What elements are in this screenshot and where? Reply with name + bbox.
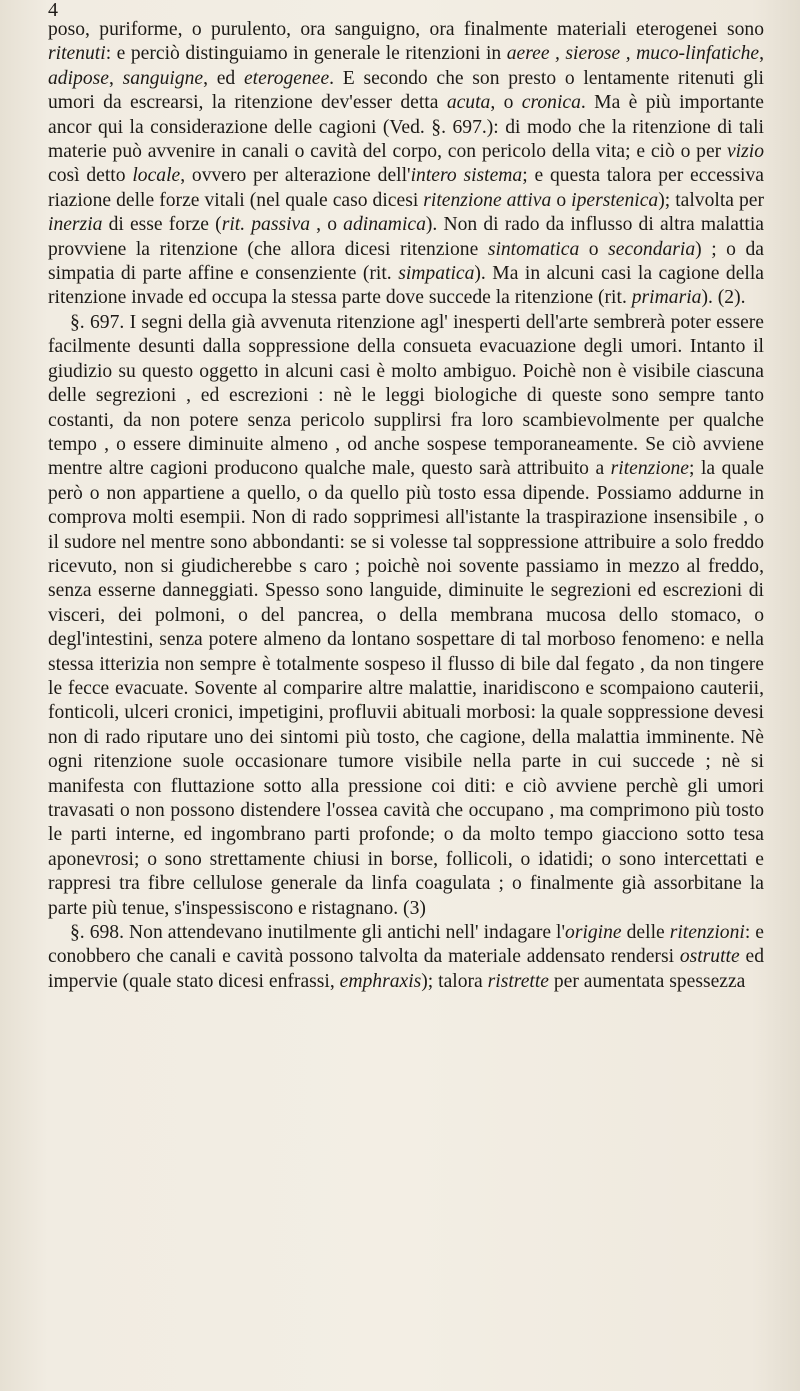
text-run: ed impervie (quale stato dicesi enfrassi, [48,946,764,992]
italic-term: rit. passiva [221,214,311,236]
italic-term: ritenzione [610,458,690,480]
page-number: 4 [48,0,58,21]
paragraph-p3 [48,921,764,994]
italic-term: sanguigne [122,67,204,89]
text-run: , [759,43,764,65]
text-run: . E secondo che son presto o lentamente ritenuti gli umori da escrearsi, la ritenzione dev'esser detta [48,67,764,114]
paragraph-p1 [48,18,764,311]
text-run: o [551,189,572,211]
italic-term: emphraxis [339,970,422,992]
text-run: , [108,67,123,89]
text-run: , ovvero per alterazione dell' [180,165,411,187]
italic-term: sintomatica [487,238,580,260]
text-run: ). Non di rado da influsso di altra malattia provviene la ritenzione (che allora dicesi ritenzione [48,214,764,260]
italic-term: primaria [631,287,702,309]
body-text [48,18,764,994]
italic-term: acuta [446,92,491,114]
text-run: , o [310,214,344,236]
italic-term: iperstenica [571,189,659,211]
italic-term: ostrutte [679,946,740,968]
text-run: §. 697. I segni della già avvenuta ritenzione agl' inesperti dell'arte sembrerà poter essere facilmente desunti dalla soppressione della consueta evacuazione degli umori. Intanto il giudizio su questo oggetto in alcuni casi è molto ambiguo. Poichè non è visibile ciascuna delle segrezioni , ed escrezioni : nè le leggi biologiche di queste sono sempre tanto costanti, da non potere senza pericolo supplirsi fra loro scambievolmente per qualche tempo , o essere diminuite almeno , od anche sospese temporaneamente. Se ciò avviene mentre altre cagioni producono qualche male, questo sarà attribuito a [48,311,764,480]
italic-term: ritenuti [48,43,106,65]
italic-term: ritenzioni [669,922,745,944]
text-run: così detto [48,165,133,187]
italic-term: intero sistema [410,165,523,187]
text-run: ; la quale però o non appartiene a quello, o da quello più tosto essa dipende. Possiamo addurne in comprova molti esempii. Non di rado sopprimesi all'istante la traspirazione insensibile , o il sudore nel mentre sono abbondanti: se si volesse tal soppressione attribuire a solo freddo ricevuto, non si giudicherebbe s caro ; poichè noi sovente passiamo in mezzo al freddo, senza esserne danneggiati. Spesso sono languide, diminuite le segrezioni ed escrezioni di visceri, dei polmoni, o del pancrea, o della membrana mucosa dello stomaco, o degl'intestini, senza potere almeno da lontano sospettare di tal morboso fenomeno: e nella stessa itterizia non sempre è totalmente sospeso il flusso di bile dal fegato , da non tingere le fecce evacuate. Sovente al comparire altre malattie, inaridiscono e scompaiono cauterii, fonticoli, ulceri cronici, impetigini, profluvii abituali morbosi: la quale soppressione devesi non di rado riputare uno dei sintomi più tosto, che cagione, della malattia imminente. Nè ogni ritenzione suole occasionare tumore visibile nella parte in cui succede ; nè si manifesta con fluttazione sotto alla pressione coi diti: e ciò avviene perchè gli umori travasati o non possono distendere l'ossea cavità che occupano , ma comprimono più tosto le parti interne, ed ingombrano parti profonde; o da molto tempo giacciono sotto tesa aponevrosi; o sono strettamente chiusi in borse, follicoli, o idatidi; o sono intercettati e rappresi tra fibre cellulose generale da linfa coagulata ; o finalmente già assorbitane la parte più tenue, s'inspessiscono e ristagnano. (3) [48,458,764,919]
text-run: ); talvolta per [658,189,764,211]
text-run: ); talora [421,970,488,992]
italic-term: secondaria [608,238,696,260]
italic-term: vizio [726,141,764,163]
italic-term: adinamica [343,214,426,236]
italic-term: adipose [48,67,109,89]
text-run: , o [490,92,522,114]
italic-term: simpatica [398,263,475,285]
text-run: , ed [203,67,244,89]
italic-term: eterogenee [243,67,330,89]
text-run: : e conobbero che canali e cavità possono talvolta da materiale addensato rendersi [48,922,764,968]
italic-term: inerzia [48,214,103,236]
italic-term: cronica [521,92,581,114]
text-run: delle [621,922,670,944]
paragraph-p2 [48,311,764,921]
italic-term: ristrette [487,970,549,992]
italic-term: ritenzione attiva [423,189,552,211]
text-run: per aumentata spessezza [548,970,746,992]
italic-term: aeree , sierose , muco-linfatiche [506,43,760,65]
text-run: ). (2). [701,287,746,309]
text-run: di esse forze ( [102,214,222,236]
text-run: ; e questa talora per eccessiva riazione delle forze vitali (nel quale caso dicesi [48,165,764,211]
italic-term: origine [565,922,622,944]
text-run: §. 698. Non attendevano inutilmente gli antichi nell' indagare l' [70,922,566,944]
text-run: o [579,238,609,260]
text-run: poso, puriforme, o purulento, ora sanguigno, ora finalmente materiali eterogenei sono [48,19,764,40]
italic-term: locale [132,165,181,187]
text-run: : e perciò distinguiamo in generale le ritenzioni in [105,43,507,65]
text-run: . Ma è più importante ancor qui la considerazione delle cagioni (Ved. §. 697.): di modo che la ritenzione di tali materie può avvenire in canali o cavità del corpo, con pericolo della vita; e ciò o per [48,92,764,163]
text-run: ) ; o da simpatia di parte affine e consenziente (rit. [48,238,764,285]
text-run: ). Ma in alcuni casi la cagione della ritenzione invade ed occupa la stessa parte dove succede la ritenzione (rit. [48,263,764,309]
